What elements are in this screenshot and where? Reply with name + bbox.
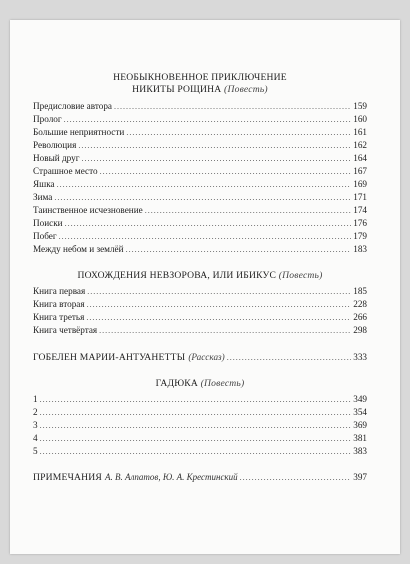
section-title-line2: НИКИТЫ РОЩИНА bbox=[132, 84, 222, 95]
toc-entry[interactable] bbox=[33, 432, 367, 445]
section-title-text: ПОХОЖДЕНИЯ НЕВЗОРОВА, ИЛИ ИБИКУС bbox=[77, 270, 277, 281]
section-title-text: ГОБЕЛЕН МАРИИ-АНТУАНЕТТЫ bbox=[33, 352, 186, 363]
section-title-text: ГАДЮКА bbox=[155, 378, 198, 389]
entry-page: 349 bbox=[353, 394, 367, 404]
entry-page: 383 bbox=[353, 446, 367, 456]
toc-entry[interactable] bbox=[33, 406, 367, 419]
toc-entry[interactable] bbox=[33, 311, 367, 324]
dot-leader bbox=[64, 113, 352, 126]
dot-leader bbox=[87, 298, 352, 311]
toc-entry[interactable] bbox=[33, 126, 367, 139]
entry-title: Большие неприятности bbox=[33, 127, 125, 137]
entry-page: 228 bbox=[353, 299, 367, 309]
entry-title: Побег bbox=[33, 231, 57, 241]
dot-leader bbox=[81, 152, 351, 165]
section-gobelen[interactable] bbox=[33, 350, 367, 364]
dot-leader bbox=[40, 445, 352, 458]
entry-title: Пролог bbox=[33, 114, 62, 124]
dot-leader bbox=[126, 243, 352, 256]
section-title-text: ПРИМЕЧАНИЯ bbox=[33, 472, 103, 483]
toc-entry[interactable] bbox=[33, 217, 367, 230]
entry-page: 169 bbox=[353, 179, 367, 189]
dot-leader bbox=[126, 126, 351, 139]
section-nikita bbox=[33, 72, 367, 256]
section-note: (Повесть) bbox=[200, 378, 245, 389]
book-page bbox=[10, 20, 400, 554]
entry-page: 174 bbox=[353, 205, 367, 215]
toc-entry[interactable] bbox=[33, 324, 367, 337]
toc-entry[interactable] bbox=[33, 191, 367, 204]
toc-entry[interactable] bbox=[33, 113, 367, 126]
entry-title: Книга первая bbox=[33, 286, 86, 296]
dot-leader bbox=[145, 204, 352, 217]
entry-title: Зима bbox=[33, 192, 53, 202]
entry-title: Яшка bbox=[33, 179, 55, 189]
notes-authors: А. В. Алпатов, Ю. А. Крестинский bbox=[105, 472, 238, 482]
entry-title: Книга вторая bbox=[33, 299, 85, 309]
toc-entry[interactable] bbox=[33, 152, 367, 165]
entry-page: 397 bbox=[353, 472, 367, 482]
dot-leader bbox=[57, 178, 352, 191]
toc-entry[interactable] bbox=[33, 243, 367, 256]
toc-entry[interactable] bbox=[33, 100, 367, 113]
section-title bbox=[33, 72, 367, 96]
entry-page: 159 bbox=[353, 101, 367, 111]
entry-title: Между небом и землёй bbox=[33, 244, 124, 254]
entry-title: Книга третья bbox=[33, 312, 85, 322]
entry-title: Таинственное исчезновение bbox=[33, 205, 143, 215]
dot-leader bbox=[100, 165, 352, 178]
dot-leader bbox=[78, 139, 351, 152]
toc-entry[interactable] bbox=[33, 204, 367, 217]
section-notes[interactable] bbox=[33, 470, 367, 484]
entry-page: 162 bbox=[353, 140, 367, 150]
toc-entry[interactable] bbox=[33, 165, 367, 178]
section-gadyuka bbox=[33, 378, 367, 458]
dot-leader bbox=[59, 230, 352, 243]
toc-entry[interactable] bbox=[33, 298, 367, 311]
section-title-line1: НЕОБЫКНОВЕННОЕ ПРИКЛЮЧЕНИЕ bbox=[113, 72, 287, 83]
entry-page: 160 bbox=[353, 114, 367, 124]
entry-title: Страшное место bbox=[33, 166, 98, 176]
entry-title: 1 bbox=[33, 394, 38, 404]
table-of-contents bbox=[33, 72, 367, 484]
entry-title: Книга четвёртая bbox=[33, 325, 98, 335]
entry-title: 3 bbox=[33, 420, 38, 430]
dot-leader bbox=[40, 406, 352, 419]
dot-leader bbox=[240, 471, 352, 485]
section-title bbox=[33, 270, 367, 282]
dot-leader bbox=[114, 100, 351, 113]
entry-page: 171 bbox=[353, 192, 367, 202]
section-title bbox=[33, 378, 367, 390]
toc-entry[interactable] bbox=[33, 230, 367, 243]
section-note: (Рассказ) bbox=[188, 352, 225, 362]
section-ibikus bbox=[33, 270, 367, 337]
dot-leader bbox=[227, 351, 352, 365]
entry-page: 167 bbox=[353, 166, 367, 176]
toc-entry[interactable] bbox=[33, 178, 367, 191]
entry-title: Предисловие автора bbox=[33, 101, 113, 111]
entry-title: Революция bbox=[33, 140, 77, 150]
entry-title: Новый друг bbox=[33, 153, 80, 163]
entry-title: 4 bbox=[33, 433, 38, 443]
dot-leader bbox=[40, 419, 352, 432]
entry-page: 298 bbox=[353, 325, 367, 335]
entry-page: 183 bbox=[353, 244, 367, 254]
dot-leader bbox=[40, 393, 352, 406]
entry-page: 179 bbox=[353, 231, 367, 241]
toc-entry[interactable] bbox=[33, 139, 367, 152]
entry-page: 176 bbox=[353, 218, 367, 228]
dot-leader bbox=[99, 324, 351, 337]
toc-entry[interactable] bbox=[33, 445, 367, 458]
entry-title: 5 bbox=[33, 446, 38, 456]
dot-leader bbox=[65, 217, 352, 230]
entry-page: 354 bbox=[353, 407, 367, 417]
section-note: (Повесть) bbox=[278, 270, 323, 281]
toc-entry[interactable] bbox=[33, 285, 367, 298]
entry-page: 333 bbox=[353, 352, 367, 362]
toc-entry[interactable] bbox=[33, 419, 367, 432]
entry-page: 369 bbox=[353, 420, 367, 430]
dot-leader bbox=[86, 311, 351, 324]
dot-leader bbox=[54, 191, 351, 204]
entry-title: Поиски bbox=[33, 218, 63, 228]
section-note: (Повесть) bbox=[224, 84, 268, 95]
entry-page: 381 bbox=[353, 433, 367, 443]
entry-title: 2 bbox=[33, 407, 38, 417]
dot-leader bbox=[87, 285, 351, 298]
toc-entry[interactable] bbox=[33, 393, 367, 406]
entry-page: 164 bbox=[353, 153, 367, 163]
entry-page: 161 bbox=[353, 127, 367, 137]
entry-page: 266 bbox=[353, 312, 367, 322]
entry-page: 185 bbox=[353, 286, 367, 296]
dot-leader bbox=[40, 432, 352, 445]
